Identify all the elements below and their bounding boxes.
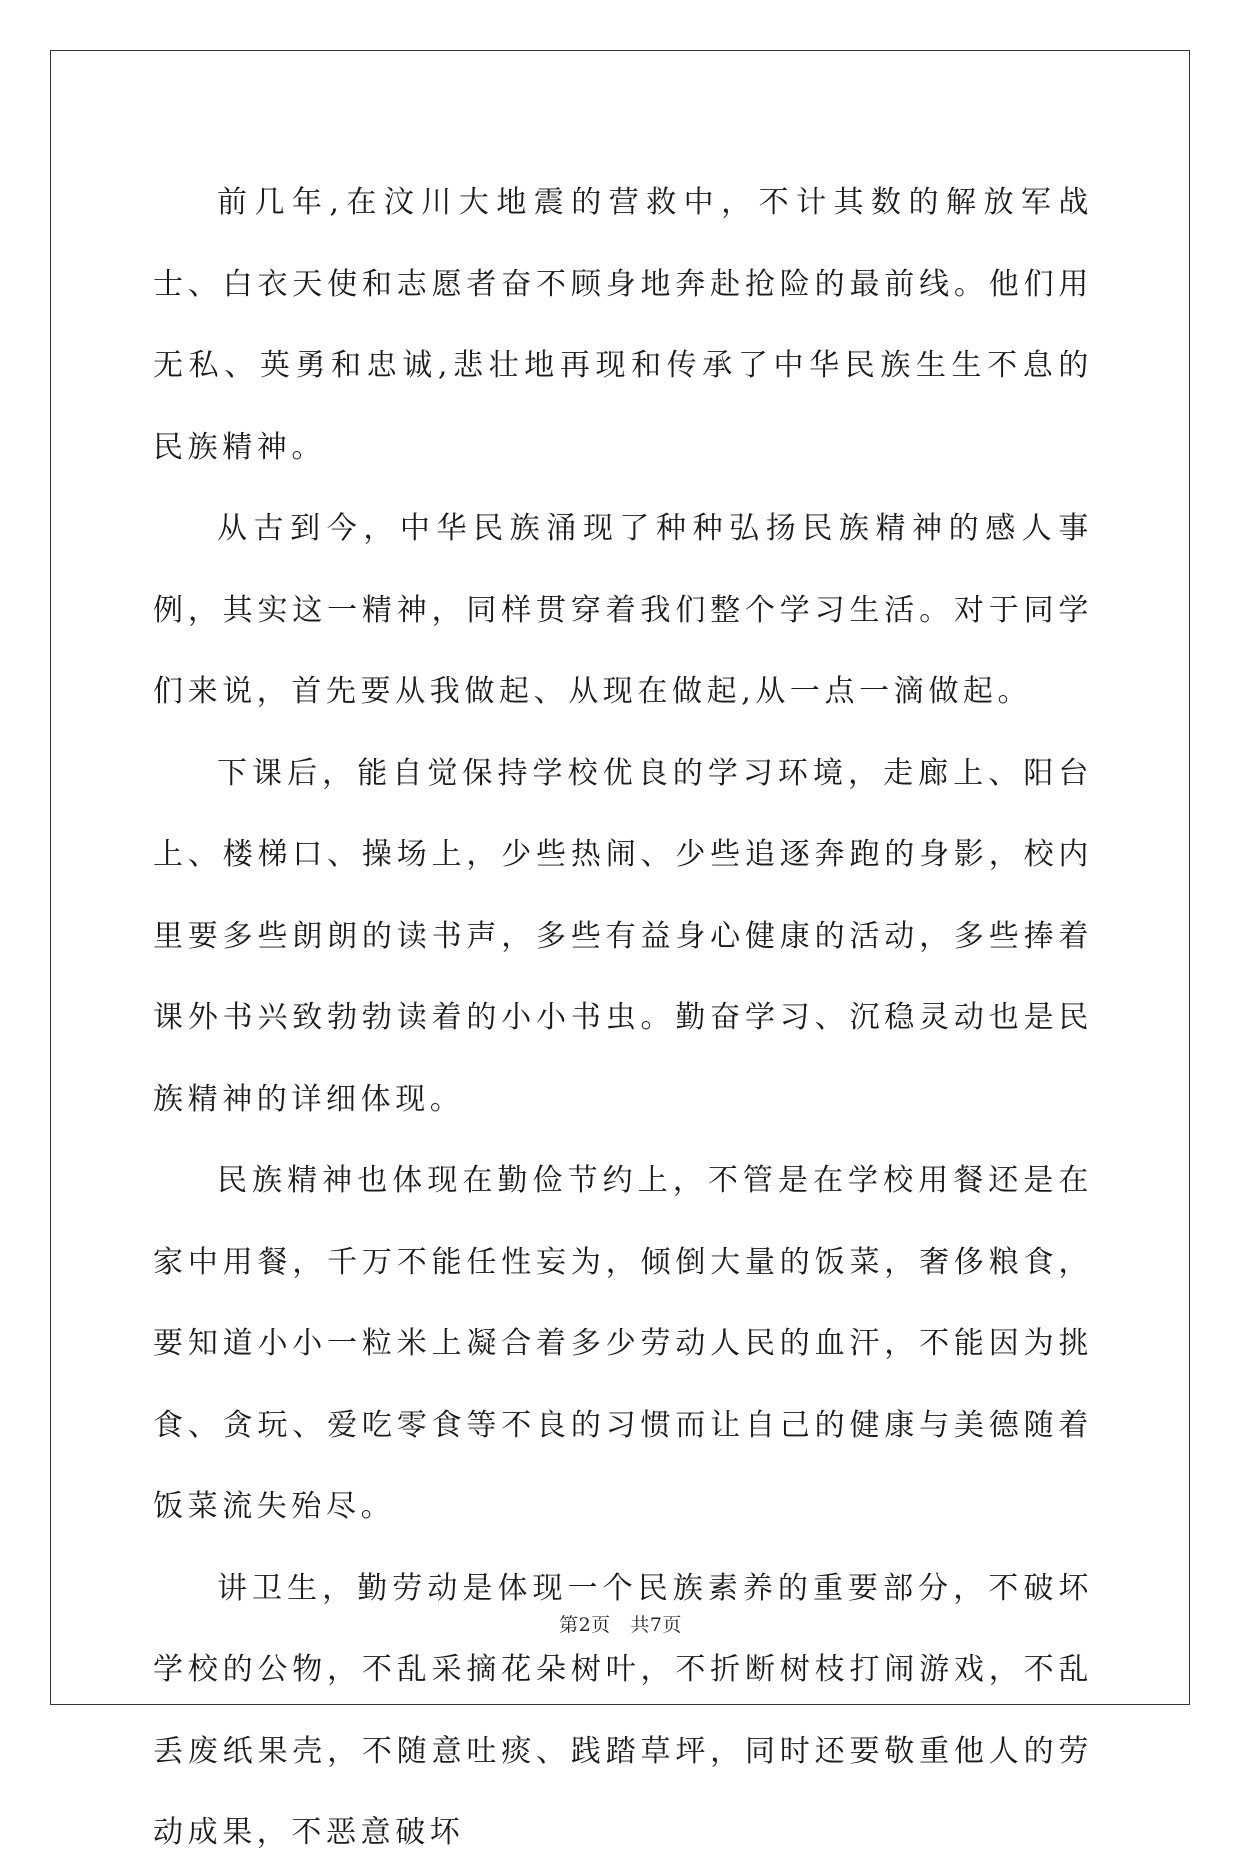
page-total: 共7页 (630, 1614, 682, 1636)
paragraph: 讲卫生，勤劳动是体现一个民族素养的重要部分，不破坏学校的公物，不乱采摘花朵树叶，不折断树枝打闹游戏，不乱丢废纸果壳，不随意吐痰、践踏草坪，同时还要敬重他人的劳动成果，不恶意破坏 (153, 1570, 1093, 1850)
paragraph: 前几年,在汶川大地震的营救中，不计其数的解放军战士、白衣天使和志愿者奋不顾身地奔赴抢险的最前线。他们用无私、英勇和忠诚,悲壮地再现和传承了中华民族生生不息的民族精神。 (153, 185, 1093, 465)
paragraph: 从古到今，中华民族涌现了种种弘扬民族精神的感人事例，其实这一精神，同样贯穿着我们整个学习生活。对于同学们来说，首先要从我做起、从现在做起,从一点一滴做起。 (153, 511, 1093, 709)
paragraph: 下课后，能自觉保持学校优良的学习环境，走廊上、阳台上、楼梯口、操场上，少些热闹、少些追逐奔跑的身影，校内里要多些朗朗的读书声，多些有益身心健康的活动，多些捧着课外书兴致勃勃读着的小小书虫。勤奋学习、沉稳灵动也是民族精神的详细体现。 (153, 755, 1093, 1117)
page-footer (0, 1610, 1241, 1637)
paragraph: 民族精神也体现在勤俭节约上，不管是在学校用餐还是在家中用餐，千万不能任性妄为，倾倒大量的饭菜，奢侈粮食，要知道小小一粒米上凝合着多少劳动人民的血汗，不能因为挑食、贪玩、爱吃零食等不良的习惯而让自己的健康与美德随着饭菜流失殆尽。 (153, 1163, 1093, 1524)
page-number: 第2页 (559, 1614, 611, 1636)
